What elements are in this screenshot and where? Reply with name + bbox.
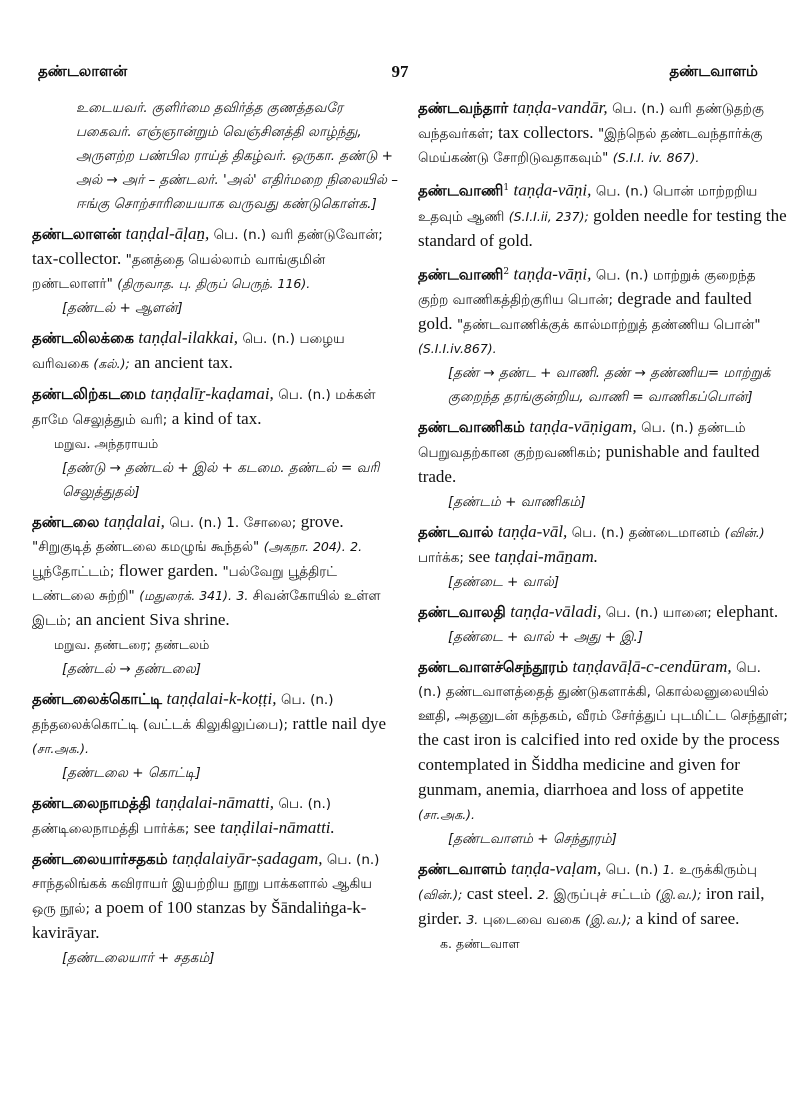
part-of-speech: பெ. (n.) (571, 525, 625, 542)
headword: தண்டலை (32, 513, 100, 531)
tamil-gloss: மக்கள் தாமே செலுத்தும் வரி; (32, 387, 376, 428)
headword: தண்டலிலக்கை (32, 329, 134, 347)
source-citation: (மதுரைக். 341). (139, 588, 232, 603)
quotation: "சிறுகுடித் தண்டலை கமழுங் கூந்தல்" (32, 539, 260, 555)
english-gloss: cast steel. (466, 884, 533, 904)
english-gloss: elephant. (716, 602, 779, 622)
dictionary-entry (32, 791, 400, 841)
quotation: "தனத்தை யெல்லாம் வாங்குமின் றண்டலாளர்" (32, 252, 326, 292)
transliteration: taṇḍal-āḷaṉ, (125, 224, 210, 243)
tamil-gloss: தண்டவாளத்தைத் துண்டுகளாக்கி, கொல்லனுலையில் ஊதி, அதனுடன் கந்தகம், வீரம் சேர்த்துப் புடமிட்ட செந்தூள்; (418, 684, 788, 725)
part-of-speech: பெ. (n.) (641, 420, 694, 437)
tamil-gloss: தண்டிலைநாமத்தி பார்க்க; (32, 821, 190, 837)
tamil-gloss: இருப்புச் சட்டம் (553, 887, 651, 904)
etymology: [தண்டு → தண்டல் + இல் + கடமை. தண்டல் = வரி செலுத்துதல்] (62, 460, 380, 500)
transliteration: taṇḍa-vāṇi, (513, 180, 592, 200)
english-gloss: a kind of saree. (635, 909, 740, 929)
quotation: "தண்டவாணிக்குக் கால்மாற்றுத் தண்ணிய பொன்" (456, 317, 761, 334)
source-citation: (சா.அக.). (32, 741, 90, 756)
sense-number: 2. (537, 887, 550, 903)
part-of-speech: பெ. (n.) (605, 862, 659, 879)
homonym-number: 1 (503, 183, 510, 193)
dictionary-entry (418, 600, 788, 649)
transliteration: taṇḍal-ilakkai, (138, 328, 238, 347)
etymology: [தண்டை + வால்] (448, 574, 560, 591)
headword: தண்டவாளச்செந்தூரம் (418, 658, 569, 677)
dictionary-entry (418, 176, 788, 254)
headword: தண்டவாலதி (418, 603, 506, 622)
transliteration: taṇḍa-vāṇigam, (529, 417, 637, 437)
part-of-speech: பெ. (n.) (326, 852, 380, 868)
dictionary-entry (32, 847, 400, 970)
header-right-guideword: தண்டவாளம் (669, 62, 758, 80)
transliteration: taṇḍa-vāladi, (510, 602, 602, 622)
source-citation: (வின்.) (724, 525, 765, 541)
tamil-gloss: பூந்தோட்டம்; (32, 564, 115, 580)
tamil-gloss: தண்டம் பெறுவதற்கான குற்றவணிகம்; (418, 420, 746, 462)
sense-number: 3. (466, 912, 479, 928)
part-of-speech: பெ. (n.) (280, 692, 334, 708)
source-citation: (கல்.); (93, 356, 130, 371)
synonym-note: மறுவ. தண்டரை; தண்டலம் (54, 637, 210, 652)
source-citation: (வின்.); (418, 887, 463, 903)
dictionary-entry (418, 260, 788, 410)
english-gloss: the cast iron is calcified into red oxide by the process contemplated in Šiddha medicine and given for gunmam, anemia, diarrhoea and loss of appetite (418, 730, 780, 800)
see-transliteration: taṇḍai-māṉam. (494, 547, 599, 567)
part-of-speech: பெ. (n.) (605, 605, 659, 622)
page-header (0, 62, 800, 86)
dictionary-entry (418, 520, 788, 594)
homonym-number: 2 (503, 266, 510, 277)
tamil-gloss: தந்தலைக்கொட்டி (வட்டக் கிலுகிலுப்பை); (32, 717, 289, 733)
part-of-speech: பெ. (n.) (213, 227, 267, 243)
tamil-gloss: வரி தண்டுதற்கு வந்தவர்கள்; (418, 101, 764, 142)
english-gloss: tax-collector. (32, 249, 122, 268)
dictionary-entry (32, 687, 400, 785)
source-citation: (S.I.I.ii, 237); (508, 208, 589, 224)
english-gloss: rattle nail dye (292, 714, 386, 733)
headword: தண்டலைநாமத்தி (32, 794, 152, 812)
headword: தண்டலைக்கொட்டி (32, 690, 163, 708)
tamil-gloss: மாற்றுக் குறைந்த குற்ற வாணிகத்திற்குரிய பொன்; (418, 267, 756, 309)
part-of-speech: பெ. (n.) (418, 660, 761, 701)
etymology: [தண்டல் → தண்டலை] (62, 661, 202, 677)
english-gloss: tax collectors. (498, 123, 594, 142)
see-reference: see (468, 547, 491, 567)
english-gloss: grove. (300, 512, 344, 531)
dictionary-entry (32, 382, 400, 504)
tamil-gloss: சிவன்கோயில் உள்ள இடம்; (32, 588, 381, 629)
tamil-gloss: புடைவை வகை (482, 912, 581, 929)
source-citation: (சா.அக.). (418, 807, 476, 823)
transliteration: taṇḍalaiyār-ṣadagam, (172, 849, 323, 868)
headword: தண்டவாணிகம் (418, 418, 525, 437)
dictionary-entry (32, 326, 400, 376)
transliteration: taṇḍa-vāl, (497, 522, 568, 542)
quotation: "இந்நெல் தண்டவந்தார்க்கு மெய்கண்டு சோறிடுவதாகவும்" (418, 126, 763, 166)
english-gloss: degrade and faulted gold. (418, 289, 752, 334)
headword: தண்டலையார்சதகம் (32, 850, 168, 868)
english-gloss: a poem of 100 stanzas by Šāndaliṅga-k-kavirāyar. (32, 898, 367, 942)
english-gloss: an ancient tax. (134, 353, 233, 372)
headword: தண்டவாணி (418, 181, 504, 200)
headword: தண்டலாளன் (32, 225, 122, 243)
english-gloss: an ancient Siva shrine. (75, 610, 230, 629)
tamil-gloss: யானை; (662, 605, 712, 622)
sense-number: 3. (236, 588, 249, 603)
page-number: 97 (391, 62, 409, 81)
dictionary-entry (32, 222, 400, 320)
part-of-speech: பெ. (n.) (278, 387, 331, 403)
header-left-guideword: தண்டலாளன் (38, 62, 128, 80)
part-of-speech: பெ. (n.) (595, 183, 649, 200)
etymology: [தண்டை + வால் + அது + இ.] (448, 629, 644, 646)
tamil-gloss: பழைய வரிவகை (32, 331, 345, 372)
source-citation: (திருவாத. பு. திருப் பெருந். 116). (117, 276, 311, 291)
part-of-speech: பெ. (n.) (595, 267, 649, 284)
source-citation: (S.I.I.iv.867). (418, 341, 497, 357)
left-column (32, 96, 400, 976)
source-citation: (S.I.I. iv. 867). (612, 150, 700, 165)
transliteration: taṇḍa-vaḷam, (511, 859, 602, 879)
headword: தண்டவால் (418, 523, 494, 542)
etymology: [தண்டலை + கொட்டி] (62, 765, 201, 781)
etymology: [தண்டலையார் + சதகம்] (62, 950, 215, 966)
dictionary-entry (32, 510, 400, 681)
part-of-speech: பெ. (n.) (169, 515, 222, 531)
transliteration: taṇḍalai-nāmatti, (155, 793, 275, 812)
transliteration: taṇḍa-vandār, (512, 98, 608, 117)
headword: தண்டவாணி (418, 265, 504, 284)
tamil-gloss: பொன் மாற்றறிய உதவும் ஆணி (418, 183, 758, 225)
transliteration: taṇḍalai-k-koṭṭi, (166, 689, 277, 708)
see-reference: see (193, 818, 216, 837)
source-citation: (இ.வ.); (585, 912, 632, 928)
quotation: "பல்வேறு பூத்திரட் டண்டலை சுற்றி" (32, 564, 337, 604)
headword: தண்டவாளம் (418, 860, 507, 879)
cognate-note: க. தண்டவாள (440, 936, 520, 952)
english-gloss: iron rail, girder. (418, 884, 765, 929)
synonym-note: மறுவ. அந்தராயம் (54, 436, 159, 451)
tamil-gloss: வரி தண்டுவோன்; (270, 227, 383, 243)
sense-number: 2. (350, 539, 363, 554)
etymology: [தண் → தண்ட + வாணி. தண் → தண்ணிய= மாற்றுக் குறைந்த தரங்குன்றிய, வாணி = வாணிகப்பொன்] (448, 365, 771, 406)
tamil-gloss-suffix: பார்க்க; (418, 550, 464, 567)
source-citation: (இ.வ.); (655, 887, 702, 903)
tamil-gloss: சாந்தலிங்கக் கவிராயர் இயற்றிய நூறு பாக்களால் ஆகிய ஒரு நூல்; (32, 876, 372, 917)
right-column (418, 96, 788, 962)
see-transliteration: taṇḍilai-nāmatti. (220, 818, 335, 837)
dictionary-entry (418, 857, 788, 956)
tamil-gloss: சோலை; (243, 515, 297, 531)
dictionary-entry (418, 96, 788, 170)
etymology: [தண்டல் + ஆளன்] (62, 300, 183, 316)
part-of-speech: பெ. (n.) (242, 331, 295, 347)
transliteration: taṇḍavāḷā-c-cendūram, (572, 657, 732, 677)
sense-number: 1. (662, 862, 675, 878)
headword: தண்டலிற்கடமை (32, 385, 147, 403)
english-gloss: flower garden. (118, 561, 218, 580)
english-gloss: golden needle for testing the standard of gold. (418, 205, 787, 250)
tamil-gloss: உருக்கிரும்பு (679, 862, 757, 879)
dictionary-entry (418, 655, 788, 851)
english-gloss: a kind of tax. (171, 409, 262, 428)
etymology: [தண்டம் + வாணிகம்] (448, 494, 586, 511)
part-of-speech: பெ. (n.) (278, 796, 332, 812)
english-gloss: punishable and faulted trade. (418, 442, 760, 487)
continuation-text: உடையவர். குளிர்மை தவிர்த்த குணத்தவரே பகைவர். எஞ்ஞான்றும் வெஞ்சினத்தி லாழ்ந்து, அருளற்ற பண்பில ராய்த் திகழ்வர். ஒருகா. தண்டு + அல் → அர் – தண்டலர். 'அல்' எதிர்மறை நிலையில் – ஈங்கு சொற்சாரியையாக வருவது கண்டுகொள்க.] (76, 100, 399, 212)
transliteration: taṇḍalai, (103, 512, 165, 531)
dictionary-entry (418, 415, 788, 514)
tamil-gloss: தண்டைமானம் (628, 525, 721, 542)
transliteration: taṇḍalīṟ-kaḍamai, (150, 384, 274, 403)
headword: தண்டவந்தார் (418, 99, 509, 117)
part-of-speech: பெ. (n.) (612, 101, 665, 117)
transliteration: taṇḍa-vāṇi, (513, 264, 592, 284)
source-citation: (அகநா. 204). (263, 539, 346, 554)
sense-number: 1. (226, 515, 240, 531)
etymology: [தண்டவாளம் + செந்தூரம்] (448, 831, 617, 848)
